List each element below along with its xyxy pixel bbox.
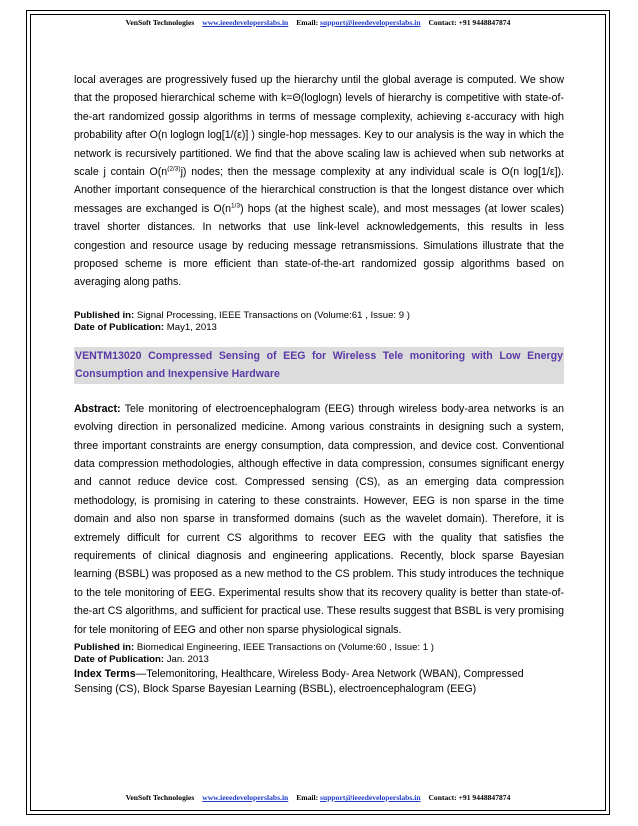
paper1-date [74, 322, 564, 335]
header-email-link[interactable]: support@ieeedeveloperslabs.in [320, 18, 421, 27]
paper2-abstract-label: Abstract: [74, 402, 121, 415]
paper2-date [74, 654, 564, 667]
paper1-published-label: Published in: [74, 309, 135, 321]
paper2-abstract-text: Tele monitoring of electroencephalogram (EEG) through wireless body-area networks is an evolving direction in personalized medicine. Among various constraints in designing such a system, three important constraints are energy consumption, data compression, and device cost. Conventional data compression methodologies, although effective in data compression, consumes significant energy and cannot reduce device cost. Compressed sensing (CS), as an emerging data compression methodology, is promising in catering to these constraints. However, EEG is non sparse in the time domain and also non sparse in transformed domains (such as the wavelet domain). Therefore, it is extremely difficult for current CS algorithms to recover EEG with the quality that satisfies the requirements of clinical diagnosis and engineering applications. Recently, block sparse Bayesian learning (BSBL) was proposed as a new method to the CS problem. This study introduces the technique to the tele monitoring of EEG. Experimental results show that its recovery quality is better than state-of-the-art CS algorithms, and sufficient for practical use. These results suggest that BSBL is very promising for tele monitoring of EEG and other non sparse physiological signals. [74, 402, 564, 636]
paper1-published-value: Signal Processing, IEEE Transactions on (Volume:61 , Issue: 9 ) [136, 309, 410, 321]
paper2-published-value: Biomedical Engineering, IEEE Transactions on (Volume:60 , Issue: 1 ) [136, 641, 434, 653]
page-header [30, 18, 606, 27]
paper1-abstract-part-a: local averages are progressively fused up the hierarchy until the global average is computed. We show that the proposed hierarchical scheme with k=Θ(loglogn) levels of hierarchy is competitive with state-of-the-art randomized gossip algorithms in terms of message complexity, achieving ε-accuracy with high probability after O(n loglogn log[1/(ε)] ) single-hop messages. Key to our analysis is the way in which the network is recursively partitioned. We find that the above scaling law is achieved when sub networks at scale j contain O(n [74, 74, 564, 179]
paper2-published [74, 642, 564, 655]
paper2-index-value: —Telemonitoring, Healthcare, Wireless Body- Area Network (WBAN), Compressed Sensing (CS), Block Sparse Bayesian Learning (BSBL), electroencephalogram (EEG) [74, 667, 524, 695]
paper1-abstract-part-b: j) nodes; then the message complexity at any individual scale is O(n log[1/ε]). Another important consequence of the hierarchical construction is that the longest distance over which messages are exchanged is O(n [74, 166, 564, 215]
header-email-label: Email: [296, 18, 319, 27]
paper1-date-value: May1, 2013 [166, 322, 217, 334]
page-footer [30, 793, 606, 802]
paper1-abstract [74, 71, 564, 292]
paper2-title: VENTM13020 Compressed Sensing of EEG for Wireless Tele monitoring with Low Energy Consumption and Inexpensive Hardware [74, 347, 564, 384]
footer-website-link[interactable]: www.ieeedeveloperslabs.in [202, 793, 289, 802]
header-website-link[interactable]: www.ieeedeveloperslabs.in [202, 18, 289, 27]
paper2-date-label: Date of Publication: [74, 654, 165, 666]
footer-company: VenSoft Technologies [125, 793, 195, 802]
paper2-published-label: Published in: [74, 641, 135, 653]
paper1-abstract-sup-b: 1/3 [231, 202, 241, 210]
document-body [74, 71, 564, 697]
paper1-abstract-part-c: ) hops (at the highest scale), and most messages (at lower scales) travel shorter distances. In networks that use link-level acknowledgements, this results in less congestion and resource usage by reducing message retransmissions. Simulations illustrate that the proposed scheme is more efficient than state-of-the-art randomized gossip algorithms based on averaging along paths. [74, 202, 565, 289]
paper2-index-terms [74, 667, 564, 697]
footer-email-link[interactable]: support@ieeedeveloperslabs.in [320, 793, 421, 802]
header-contact: Contact: +91 9448847874 [428, 18, 511, 27]
footer-contact: Contact: +91 9448847874 [428, 793, 511, 802]
paper2-abstract [74, 400, 564, 639]
footer-email-label: Email: [296, 793, 319, 802]
paper1-published [74, 310, 564, 323]
paper2-index-label: Index Terms [74, 667, 136, 680]
paper1-date-label: Date of Publication: [74, 322, 165, 334]
paper1-abstract-sup-a: (2/3) [167, 165, 181, 173]
paper2-date-value: Jan. 2013 [166, 654, 209, 666]
header-company: VenSoft Technologies [125, 18, 195, 27]
